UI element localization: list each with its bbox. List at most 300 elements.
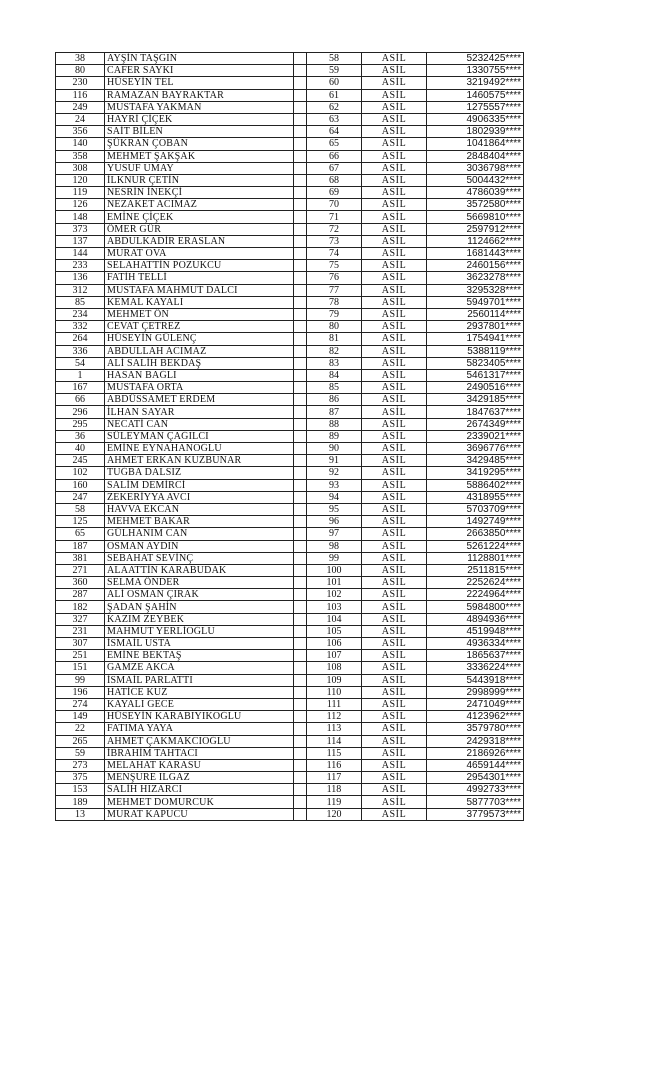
id-number: 4786039**** (427, 187, 524, 199)
person-name: HÜSEYİN GÜLENÇ (105, 333, 294, 345)
id-number: 5669810**** (427, 211, 524, 223)
id-number: 4659144**** (427, 759, 524, 771)
table-row (56, 589, 524, 601)
id-number: 2674349**** (427, 418, 524, 430)
row-number: 144 (56, 248, 105, 260)
status-cell: ASİL (362, 638, 427, 650)
rank-number: 66 (307, 150, 362, 162)
person-name: MENŞURE ILGAZ (105, 772, 294, 784)
row-number: 58 (56, 503, 105, 515)
rank-number: 58 (307, 53, 362, 65)
status-cell: ASİL (362, 394, 427, 406)
table-row (56, 418, 524, 430)
person-name: SAİT BİLEN (105, 126, 294, 138)
spacer-cell (294, 308, 307, 320)
rank-number: 100 (307, 564, 362, 576)
status-cell: ASİL (362, 223, 427, 235)
table-row (56, 698, 524, 710)
spacer-cell (294, 113, 307, 125)
person-name: AHMET ERKAN KUZBUNAR (105, 455, 294, 467)
person-name: ÖMER GÜR (105, 223, 294, 235)
table-row (56, 187, 524, 199)
status-cell: ASİL (362, 662, 427, 674)
id-number: 4906335**** (427, 113, 524, 125)
person-name: SÜLEYMAN ÇAĞILCI (105, 430, 294, 442)
person-name: HASAN BAĞLI (105, 369, 294, 381)
table-row (56, 199, 524, 211)
person-name: NESRİN İNEKÇİ (105, 187, 294, 199)
id-number: 3219492**** (427, 77, 524, 89)
spacer-cell (294, 187, 307, 199)
row-number: 126 (56, 199, 105, 211)
status-cell: ASİL (362, 735, 427, 747)
row-number: 332 (56, 321, 105, 333)
rank-number: 119 (307, 796, 362, 808)
row-number: 249 (56, 101, 105, 113)
row-number: 307 (56, 638, 105, 650)
row-number: 196 (56, 686, 105, 698)
rank-number: 82 (307, 345, 362, 357)
id-number: 5461317**** (427, 369, 524, 381)
spacer-cell (294, 564, 307, 576)
table-row (56, 650, 524, 662)
spacer-cell (294, 345, 307, 357)
table-row (56, 126, 524, 138)
rank-number: 106 (307, 638, 362, 650)
table-row (56, 662, 524, 674)
status-cell: ASİL (362, 516, 427, 528)
table-row (56, 430, 524, 442)
row-number: 274 (56, 698, 105, 710)
person-name: FATİH TELLİ (105, 272, 294, 284)
person-name: MEHMET BAKAR (105, 516, 294, 528)
spacer-cell (294, 723, 307, 735)
table-row (56, 394, 524, 406)
table-row (56, 382, 524, 394)
row-number: 182 (56, 601, 105, 613)
person-name: SALİH HIZARCI (105, 784, 294, 796)
status-cell: ASİL (362, 248, 427, 260)
status-cell: ASİL (362, 479, 427, 491)
status-cell: ASİL (362, 747, 427, 759)
status-cell: ASİL (362, 686, 427, 698)
id-number: 1124662**** (427, 235, 524, 247)
status-cell: ASİL (362, 406, 427, 418)
table-row (56, 552, 524, 564)
rank-number: 84 (307, 369, 362, 381)
status-cell: ASİL (362, 759, 427, 771)
table-row (56, 528, 524, 540)
id-number: 1847637**** (427, 406, 524, 418)
row-number: 1 (56, 369, 105, 381)
id-number: 1460575**** (427, 89, 524, 101)
status-cell: ASİL (362, 199, 427, 211)
row-number: 149 (56, 711, 105, 723)
rank-number: 64 (307, 126, 362, 138)
id-number: 5886402**** (427, 479, 524, 491)
id-number: 5877703**** (427, 796, 524, 808)
row-number: 36 (56, 430, 105, 442)
row-number: 65 (56, 528, 105, 540)
rank-number: 60 (307, 77, 362, 89)
row-number: 22 (56, 723, 105, 735)
table-row (56, 174, 524, 186)
spacer-cell (294, 284, 307, 296)
row-number: 153 (56, 784, 105, 796)
person-name: SEBAHAT SEVİNÇ (105, 552, 294, 564)
table-row (56, 808, 524, 820)
status-cell: ASİL (362, 235, 427, 247)
id-number: 4519948**** (427, 625, 524, 637)
table-row (56, 77, 524, 89)
id-number: 5004432**** (427, 174, 524, 186)
row-number: 247 (56, 491, 105, 503)
table-row (56, 747, 524, 759)
spacer-cell (294, 418, 307, 430)
table-row (56, 369, 524, 381)
spacer-cell (294, 211, 307, 223)
table-row (56, 308, 524, 320)
row-number: 375 (56, 772, 105, 784)
table-row (56, 443, 524, 455)
person-name: İSMAİL PARLATTI (105, 674, 294, 686)
rank-number: 81 (307, 333, 362, 345)
spacer-cell (294, 89, 307, 101)
row-number: 327 (56, 613, 105, 625)
person-name: AYŞİN TAŞGIN (105, 53, 294, 65)
rank-number: 92 (307, 467, 362, 479)
table-row (56, 284, 524, 296)
status-cell: ASİL (362, 126, 427, 138)
spacer-cell (294, 589, 307, 601)
table-row (56, 479, 524, 491)
table-row (56, 735, 524, 747)
person-name: MAHMUT YERLİOĞLU (105, 625, 294, 637)
rank-number: 113 (307, 723, 362, 735)
id-number: 2471049**** (427, 698, 524, 710)
person-name: İLHAN SAYAR (105, 406, 294, 418)
spacer-cell (294, 162, 307, 174)
spacer-cell (294, 369, 307, 381)
spacer-cell (294, 174, 307, 186)
row-number: 358 (56, 150, 105, 162)
id-number: 1330755**** (427, 65, 524, 77)
spacer-cell (294, 150, 307, 162)
rank-number: 63 (307, 113, 362, 125)
id-number: 4318955**** (427, 491, 524, 503)
id-number: 3623278**** (427, 272, 524, 284)
rank-number: 68 (307, 174, 362, 186)
rank-number: 105 (307, 625, 362, 637)
person-name: CEVAT ÇETREZ (105, 321, 294, 333)
table-row (56, 333, 524, 345)
id-number: 4992733**** (427, 784, 524, 796)
spacer-cell (294, 613, 307, 625)
person-name: ALAATTİN KARABUDAK (105, 564, 294, 576)
table-row (56, 321, 524, 333)
table-row (56, 467, 524, 479)
row-number: 140 (56, 138, 105, 150)
status-cell: ASİL (362, 321, 427, 333)
row-number: 125 (56, 516, 105, 528)
person-name: SELAHATTİN POZUKCU (105, 260, 294, 272)
rank-number: 69 (307, 187, 362, 199)
table-body (56, 53, 524, 821)
spacer-cell (294, 235, 307, 247)
spacer-cell (294, 199, 307, 211)
person-name: OSMAN AYDIN (105, 540, 294, 552)
person-name: ZEKERİYYA AVCI (105, 491, 294, 503)
spacer-cell (294, 552, 307, 564)
row-number: 245 (56, 455, 105, 467)
rank-number: 120 (307, 808, 362, 820)
spacer-cell (294, 333, 307, 345)
status-cell: ASİL (362, 577, 427, 589)
rank-number: 71 (307, 211, 362, 223)
spacer-cell (294, 686, 307, 698)
table-row (56, 503, 524, 515)
spacer-cell (294, 503, 307, 515)
row-number: 66 (56, 394, 105, 406)
status-cell: ASİL (362, 138, 427, 150)
status-cell: ASİL (362, 455, 427, 467)
person-name: İSMAİL USTA (105, 638, 294, 650)
id-number: 5261224**** (427, 540, 524, 552)
spacer-cell (294, 674, 307, 686)
rank-number: 70 (307, 199, 362, 211)
id-number: 3036798**** (427, 162, 524, 174)
status-cell: ASİL (362, 77, 427, 89)
person-name: SALİM DEMİRCİ (105, 479, 294, 491)
table-row (56, 759, 524, 771)
person-name: İBRAHİM TAHTACI (105, 747, 294, 759)
spacer-cell (294, 759, 307, 771)
spacer-cell (294, 223, 307, 235)
spacer-cell (294, 248, 307, 260)
spacer-cell (294, 491, 307, 503)
person-name: EMİNE ÇİÇEK (105, 211, 294, 223)
table-row (56, 711, 524, 723)
table-row (56, 772, 524, 784)
id-number: 5388119**** (427, 345, 524, 357)
row-number: 85 (56, 296, 105, 308)
id-number: 1865637**** (427, 650, 524, 662)
row-number: 167 (56, 382, 105, 394)
person-name: MEHMET ÖN (105, 308, 294, 320)
status-cell: ASİL (362, 613, 427, 625)
rank-number: 88 (307, 418, 362, 430)
row-number: 40 (56, 443, 105, 455)
rank-number: 90 (307, 443, 362, 455)
rank-number: 101 (307, 577, 362, 589)
status-cell: ASİL (362, 552, 427, 564)
person-name: HÜSEYİN TEL (105, 77, 294, 89)
person-name: HÜSEYİN KARABIYIKOĞLU (105, 711, 294, 723)
rank-number: 72 (307, 223, 362, 235)
row-number: 381 (56, 552, 105, 564)
table-row (56, 625, 524, 637)
id-number: 5949701**** (427, 296, 524, 308)
row-number: 336 (56, 345, 105, 357)
status-cell: ASİL (362, 357, 427, 369)
table-row (56, 491, 524, 503)
id-number: 3579780**** (427, 723, 524, 735)
status-cell: ASİL (362, 808, 427, 820)
table-row (56, 113, 524, 125)
status-cell: ASİL (362, 296, 427, 308)
status-cell: ASİL (362, 284, 427, 296)
status-cell: ASİL (362, 443, 427, 455)
spacer-cell (294, 479, 307, 491)
status-cell: ASİL (362, 162, 427, 174)
row-number: 151 (56, 662, 105, 674)
spacer-cell (294, 638, 307, 650)
person-name: MUSTAFA MAHMUT DALCI (105, 284, 294, 296)
row-number: 373 (56, 223, 105, 235)
status-cell: ASİL (362, 796, 427, 808)
rank-number: 99 (307, 552, 362, 564)
id-number: 3419295**** (427, 467, 524, 479)
rank-number: 83 (307, 357, 362, 369)
row-number: 233 (56, 260, 105, 272)
person-name: YUSUF UMAY (105, 162, 294, 174)
row-number: 271 (56, 564, 105, 576)
rank-number: 89 (307, 430, 362, 442)
person-name: ŞADAN ŞAHİN (105, 601, 294, 613)
table-row (56, 223, 524, 235)
status-cell: ASİL (362, 540, 427, 552)
spacer-cell (294, 430, 307, 442)
rank-number: 102 (307, 589, 362, 601)
spacer-cell (294, 406, 307, 418)
person-name: NECATİ CAN (105, 418, 294, 430)
status-cell: ASİL (362, 150, 427, 162)
rank-number: 96 (307, 516, 362, 528)
row-number: 120 (56, 174, 105, 186)
person-name: GÜLHANIM CAN (105, 528, 294, 540)
id-number: 1681443**** (427, 248, 524, 260)
id-number: 1128801**** (427, 552, 524, 564)
id-number: 4936334**** (427, 638, 524, 650)
status-cell: ASİL (362, 430, 427, 442)
id-number: 2511815**** (427, 564, 524, 576)
table-row (56, 601, 524, 613)
spacer-cell (294, 260, 307, 272)
rank-number: 95 (307, 503, 362, 515)
id-number: 5232425**** (427, 53, 524, 65)
status-cell: ASİL (362, 589, 427, 601)
spacer-cell (294, 528, 307, 540)
person-name: ABDULKADİR ERASLAN (105, 235, 294, 247)
person-name: EMİNE BEKTAŞ (105, 650, 294, 662)
status-cell: ASİL (362, 369, 427, 381)
id-number: 3779573**** (427, 808, 524, 820)
status-cell: ASİL (362, 564, 427, 576)
status-cell: ASİL (362, 308, 427, 320)
id-number: 1754941**** (427, 333, 524, 345)
spacer-cell (294, 747, 307, 759)
person-name: MUSTAFA ORTA (105, 382, 294, 394)
table-row (56, 613, 524, 625)
person-name: AHMET ÇAKMAKCIOĞLU (105, 735, 294, 747)
id-number: 1041864**** (427, 138, 524, 150)
status-cell: ASİL (362, 601, 427, 613)
spacer-cell (294, 101, 307, 113)
person-name: MURAT KAPUCU (105, 808, 294, 820)
table-row (56, 65, 524, 77)
rank-number: 74 (307, 248, 362, 260)
rank-number: 104 (307, 613, 362, 625)
table-row (56, 101, 524, 113)
id-number: 2339021**** (427, 430, 524, 442)
rank-number: 110 (307, 686, 362, 698)
rank-number: 62 (307, 101, 362, 113)
status-cell: ASİL (362, 698, 427, 710)
spacer-cell (294, 601, 307, 613)
rank-number: 112 (307, 711, 362, 723)
status-cell: ASİL (362, 53, 427, 65)
id-number: 2560114**** (427, 308, 524, 320)
rank-number: 67 (307, 162, 362, 174)
spacer-cell (294, 138, 307, 150)
row-number: 54 (56, 357, 105, 369)
id-number: 3336224**** (427, 662, 524, 674)
row-number: 160 (56, 479, 105, 491)
rank-number: 103 (307, 601, 362, 613)
rank-number: 97 (307, 528, 362, 540)
person-name: KAZIM ZEYBEK (105, 613, 294, 625)
rank-number: 111 (307, 698, 362, 710)
id-number: 5823405**** (427, 357, 524, 369)
spacer-cell (294, 516, 307, 528)
rank-number: 91 (307, 455, 362, 467)
person-name: MURAT OVA (105, 248, 294, 260)
table-row (56, 235, 524, 247)
id-number: 1275557**** (427, 101, 524, 113)
row-number: 251 (56, 650, 105, 662)
table-row (56, 345, 524, 357)
table-row (56, 577, 524, 589)
rank-number: 59 (307, 65, 362, 77)
status-cell: ASİL (362, 784, 427, 796)
person-name: MEHMET DOMURCUK (105, 796, 294, 808)
spacer-cell (294, 321, 307, 333)
table-row (56, 211, 524, 223)
person-name: FATIMA YAYA (105, 723, 294, 735)
rank-number: 107 (307, 650, 362, 662)
id-number: 2663850**** (427, 528, 524, 540)
status-cell: ASİL (362, 113, 427, 125)
table-row (56, 162, 524, 174)
id-number: 1492749**** (427, 516, 524, 528)
row-number: 119 (56, 187, 105, 199)
status-cell: ASİL (362, 89, 427, 101)
table-row (56, 674, 524, 686)
row-number: 80 (56, 65, 105, 77)
person-name: ALİ SALİH BEKDAŞ (105, 357, 294, 369)
person-name: HAYRİ ÇİÇEK (105, 113, 294, 125)
table-row (56, 53, 524, 65)
id-number: 2937801**** (427, 321, 524, 333)
table-row (56, 296, 524, 308)
id-number: 3429185**** (427, 394, 524, 406)
rank-number: 77 (307, 284, 362, 296)
row-number: 231 (56, 625, 105, 637)
row-number: 38 (56, 53, 105, 65)
person-name: EMİNE EYNAHANOĞLU (105, 443, 294, 455)
spacer-cell (294, 650, 307, 662)
rank-number: 117 (307, 772, 362, 784)
